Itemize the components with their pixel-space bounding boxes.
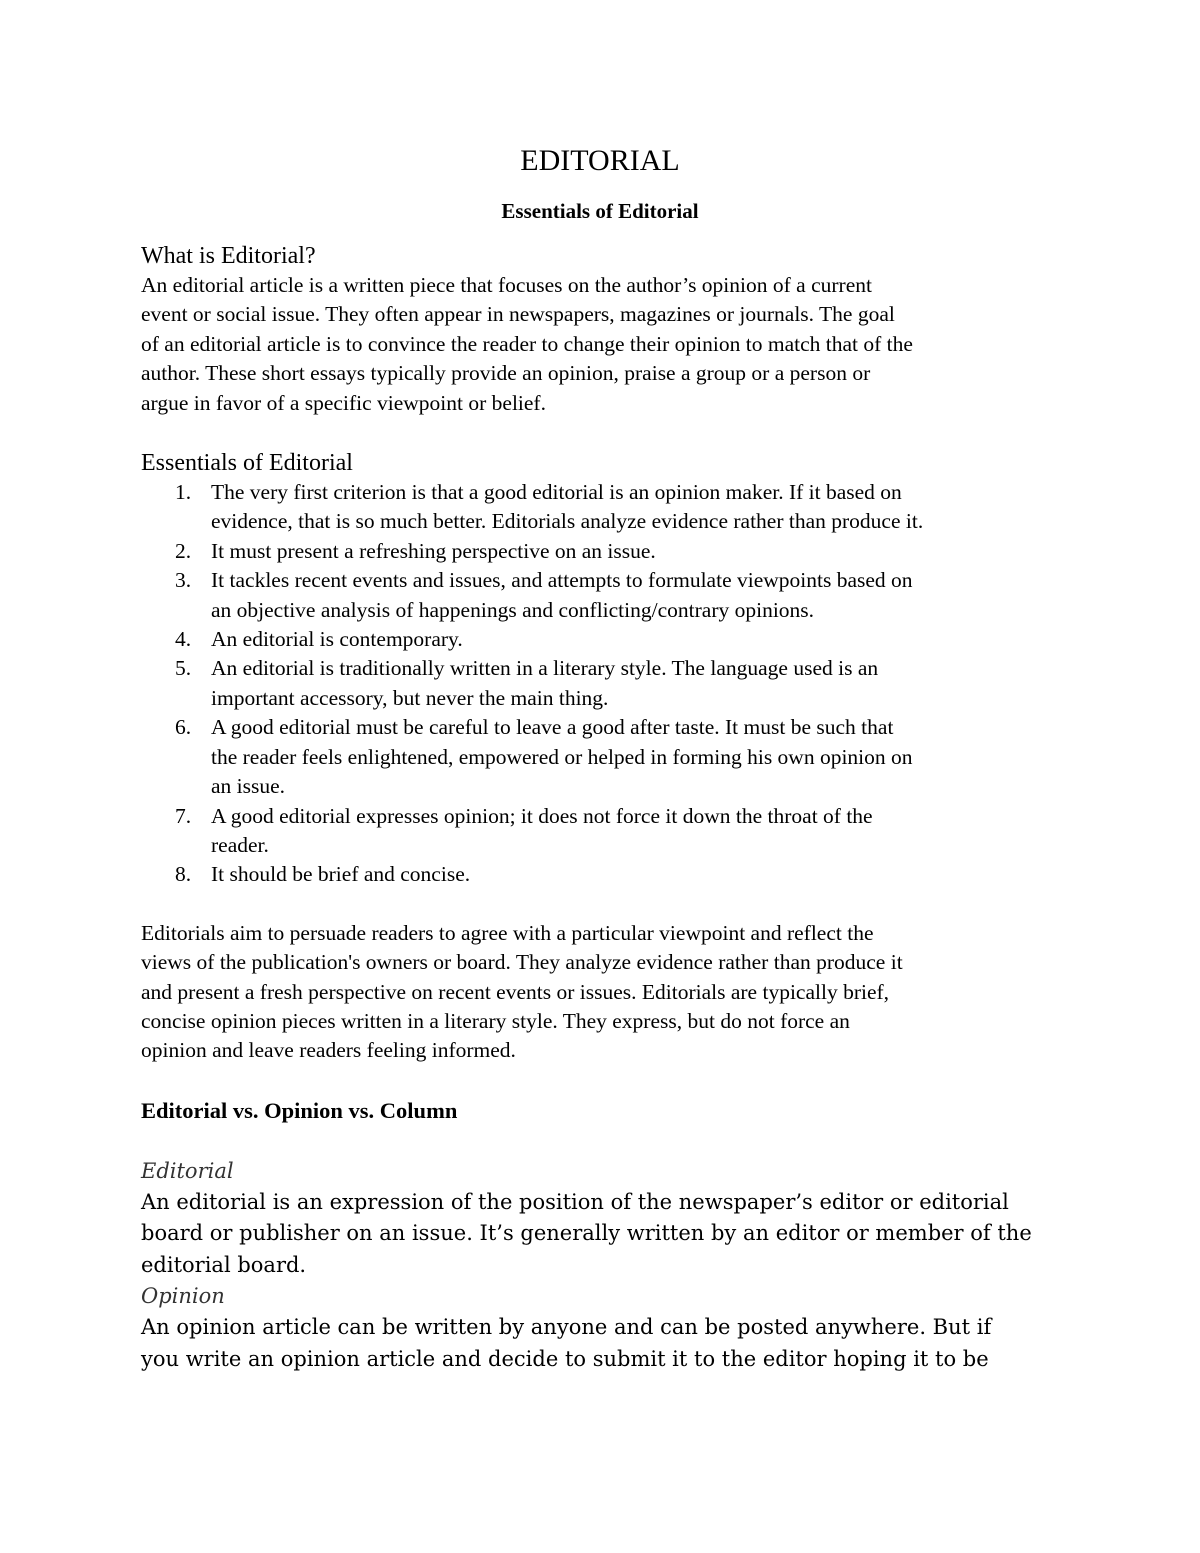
paragraph-line: board or publisher on an issue. It’s generally written by an editor or member of the bbox=[141, 1221, 1032, 1246]
list-item-line: an objective analysis of happenings and conflicting/contrary opinions. bbox=[211, 597, 815, 622]
definition-paragraph bbox=[141, 271, 1066, 418]
list-item-line: reader. bbox=[211, 832, 269, 857]
list-item-line: the reader feels enlightened, empowered or helped in forming his own opinion on bbox=[211, 744, 913, 769]
list-item-number: 8. bbox=[175, 862, 192, 887]
paragraph-line: you write an opinion article and decide to submit it to the editor hoping it to be bbox=[141, 1346, 989, 1371]
list-item-line: important accessory, but never the main thing. bbox=[211, 685, 609, 710]
paragraph-line: An editorial article is a written piece that focuses on the author’s opinion of a current bbox=[141, 273, 872, 297]
paragraph-line: An opinion article can be written by anyone and can be posted anywhere. But if bbox=[141, 1315, 992, 1340]
list-item-line: It tackles recent events and issues, and attempts to formulate viewpoints based on bbox=[211, 568, 913, 593]
list-item-line: an issue. bbox=[211, 774, 286, 799]
list-item-number: 1. bbox=[175, 480, 192, 505]
paragraph-line: An editorial is an expression of the position of the newspaper’s editor or editorial bbox=[141, 1189, 1009, 1214]
list-item-number: 6. bbox=[175, 715, 192, 740]
list-item bbox=[141, 566, 1066, 625]
list-item bbox=[141, 860, 1066, 889]
list-item-line: A good editorial must be careful to leave a good after taste. It must be such that bbox=[211, 715, 894, 740]
list-item-line: An editorial is traditionally written in a literary style. The language used is an bbox=[211, 656, 879, 681]
list-item bbox=[141, 713, 1066, 801]
paragraph-line: of an editorial article is to convince the reader to change their opinion to match that of the bbox=[141, 331, 913, 356]
paragraph-line: concise opinion pieces written in a literary style. They express, but do not force an bbox=[141, 1008, 850, 1033]
list-item-number: 7. bbox=[175, 803, 192, 828]
section-heading-comparison: Editorial vs. Opinion vs. Column bbox=[141, 1097, 458, 1123]
paragraph-line: event or social issue. They often appear in newspapers, magazines or journals. The goal bbox=[141, 302, 895, 327]
paragraph-line: Editorials aim to persuade readers to agree with a particular viewpoint and reflect the bbox=[141, 920, 874, 945]
spacer bbox=[141, 418, 1066, 448]
subheading-editorial: Editorial bbox=[141, 1158, 234, 1183]
list-item-number: 2. bbox=[175, 538, 192, 563]
list-item-line: The very first criterion is that a good editorial is an opinion maker. If it based on bbox=[211, 480, 902, 505]
list-item-line: It should be brief and concise. bbox=[211, 862, 471, 887]
opinion-definition-paragraph bbox=[141, 1312, 1066, 1375]
section-heading-essentials: Essentials of Editorial bbox=[141, 450, 353, 477]
list-item bbox=[141, 654, 1066, 713]
spacer bbox=[141, 1066, 1066, 1096]
document-title: EDITORIAL bbox=[520, 144, 680, 177]
spacer bbox=[141, 1126, 1066, 1156]
paragraph-line: argue in favor of a specific viewpoint or belief. bbox=[141, 390, 546, 415]
list-item-line: It must present a refreshing perspective on an issue. bbox=[211, 538, 656, 563]
paragraph-line: views of the publication's owners or board. They analyze evidence rather than produce it bbox=[141, 950, 903, 975]
list-item bbox=[141, 625, 1066, 654]
list-item-number: 4. bbox=[175, 627, 192, 652]
list-item-line: evidence, that is so much better. Editorials analyze evidence rather than produce it. bbox=[211, 509, 924, 534]
subheading-opinion: Opinion bbox=[141, 1284, 225, 1309]
document-body bbox=[141, 241, 1066, 1375]
paragraph-line: author. These short essays typically provide an opinion, praise a group or a person or bbox=[141, 361, 871, 386]
list-item-line: A good editorial expresses opinion; it does not force it down the throat of the bbox=[211, 803, 873, 828]
list-item bbox=[141, 537, 1066, 566]
list-item-number: 5. bbox=[175, 656, 192, 681]
paragraph-line: editorial board. bbox=[141, 1252, 307, 1277]
list-item-number: 3. bbox=[175, 568, 192, 593]
section-heading-what-is-editorial: What is Editorial? bbox=[141, 243, 316, 269]
paragraph-line: opinion and leave readers feeling informed. bbox=[141, 1038, 516, 1063]
essentials-list bbox=[141, 478, 1066, 890]
list-item bbox=[141, 478, 1066, 537]
paragraph-line: and present a fresh perspective on recent events or issues. Editorials are typically brief, bbox=[141, 979, 890, 1004]
document-subtitle: Essentials of Editorial bbox=[501, 199, 699, 223]
list-item bbox=[141, 802, 1066, 861]
spacer bbox=[141, 890, 1066, 919]
summary-paragraph bbox=[141, 919, 1066, 1066]
editorial-definition-paragraph bbox=[141, 1187, 1066, 1282]
list-item-line: An editorial is contemporary. bbox=[211, 627, 463, 652]
